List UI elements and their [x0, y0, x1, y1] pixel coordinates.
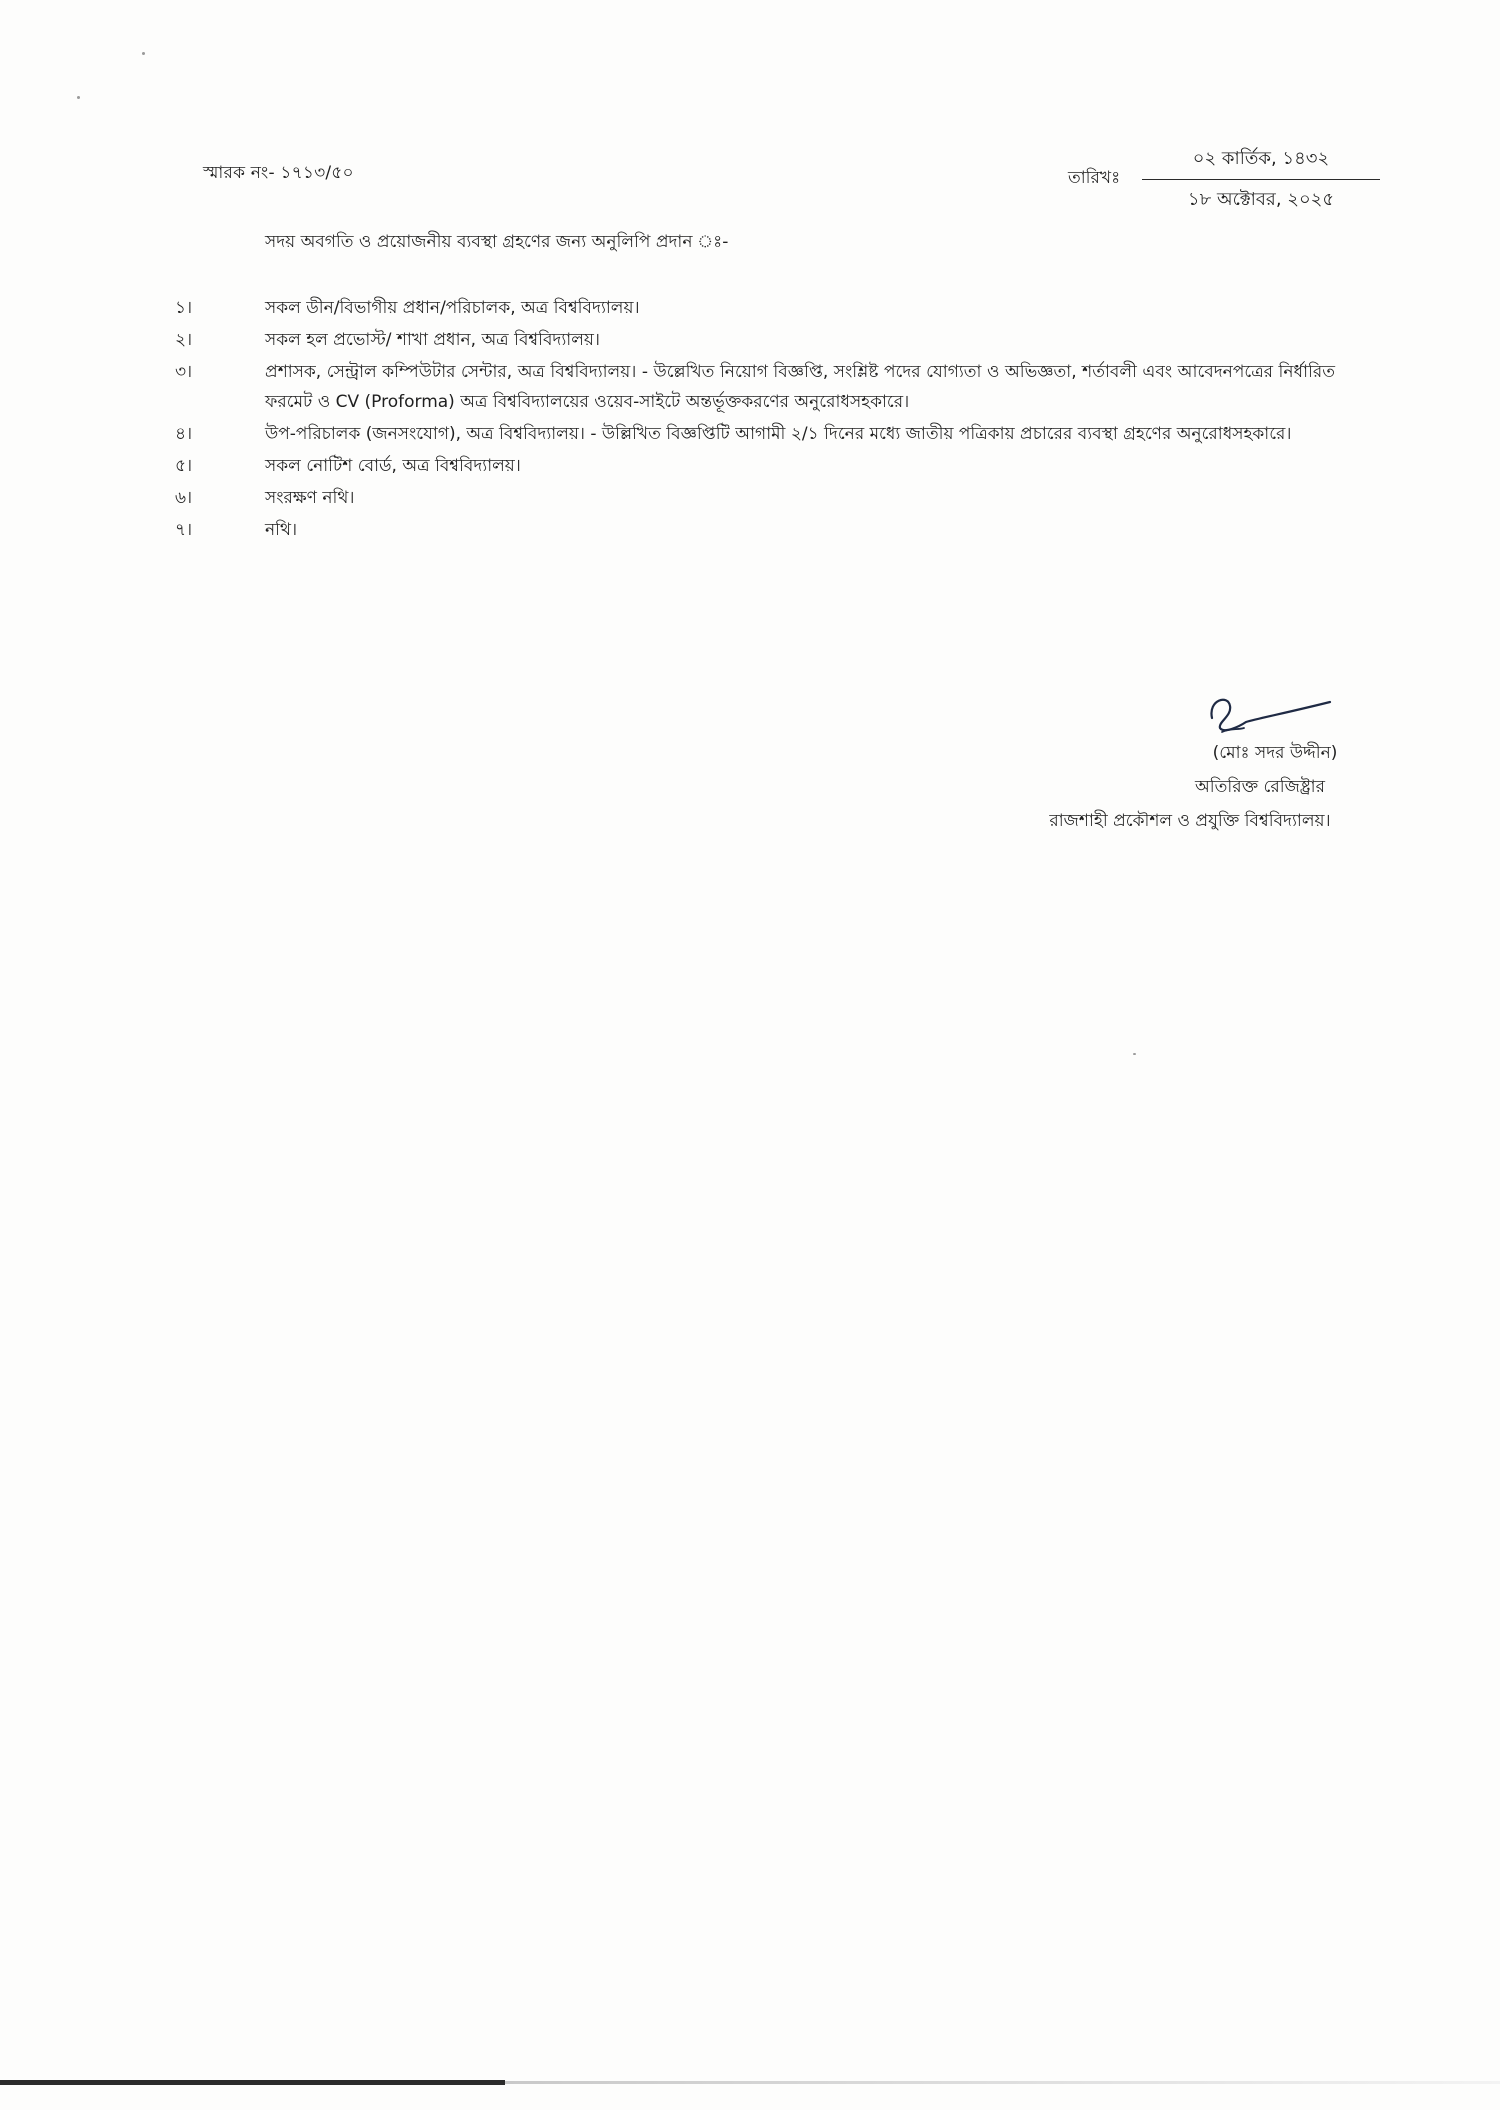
list-item-number: ৪।: [175, 424, 193, 444]
scan-speck: [142, 52, 145, 55]
list-item-text: নথি।: [265, 520, 298, 540]
list-item-number: ৫।: [175, 456, 193, 476]
scan-speck: [77, 96, 80, 99]
scan-edge-line: [0, 2080, 505, 2085]
list-item: [175, 451, 1335, 481]
signatory-name: (মোঃ সদর উদ্দীন): [1212, 743, 1338, 763]
date-label: তারিখঃ: [1068, 168, 1121, 188]
signatory-title: অতিরিক্ত রেজিষ্ট্রার: [1195, 777, 1325, 797]
signatory-details: [1000, 736, 1380, 838]
list-item-number: ৭।: [175, 520, 193, 540]
list-item-text: প্রশাসক, সেন্ট্রাল কম্পিউটার সেন্টার, অত্র বিশ্ববিদ্যালয়। - উল্লেখিত নিয়োগ বিজ্ঞপ্তি, সংশ্লিষ্ট পদের যোগ্যতা ও অভিজ্ঞতা, শর্তাবলী এবং আবেদনপত্রের নির্ধারিত ফরমেট ও CV (Proforma) অত্র বিশ্ববিদ্যালয়ের ওয়েব-সাইটে অন্তর্ভূক্তকরণের অনুরোধসহকারে।: [265, 362, 1335, 412]
date-gregorian: ১৮ অক্টোবর, ২০২৫: [1187, 189, 1335, 210]
list-item: [175, 293, 1335, 323]
signatory-organization: রাজশাহী প্রকৌশল ও প্রযুক্তি বিশ্ববিদ্যালয়।: [1049, 811, 1331, 831]
list-item-text: সকল ডীন/বিভাগীয় প্রধান/পরিচালক, অত্র বিশ্ববিদ্যালয়।: [265, 298, 640, 318]
distribution-list: [175, 293, 1335, 547]
list-item: [175, 357, 1335, 417]
list-item-text: উপ-পরিচালক (জনসংযোগ), অত্র বিশ্ববিদ্যালয়। - উল্লিখিত বিজ্ঞপ্তিটি আগামী ২/১ দিনের মধ্যে জাতীয় পত্রিকায় প্রচারের ব্যবস্থা গ্রহণের অনুরোধসহকারে।: [265, 424, 1292, 444]
list-item: [175, 483, 1335, 513]
date-bangla: ০২ কার্তিক, ১৪৩২: [1142, 144, 1380, 180]
list-item-number: ১।: [175, 298, 193, 318]
list-item-text: সংরক্ষণ নথি।: [265, 488, 355, 508]
list-item-number: ৩।: [175, 362, 193, 382]
list-item-text: সকল হল প্রভোস্ট/ শাখা প্রধান, অত্র বিশ্ববিদ্যালয়।: [265, 330, 600, 350]
list-item: [175, 419, 1335, 449]
date-block: [1142, 144, 1380, 216]
memo-number: স্মারক নং- ১৭১৩/৫০: [203, 163, 354, 183]
scan-speck: [1133, 1053, 1136, 1055]
list-item-text: সকল নোটিশ বোর্ড, অত্র বিশ্ববিদ্যালয়।: [265, 456, 521, 476]
scan-edge-fade: [505, 2081, 1500, 2084]
signature-block: [1000, 688, 1400, 838]
list-item-number: ৬।: [175, 488, 193, 508]
list-item: [175, 515, 1335, 545]
distribution-intro: সদয় অবগতি ও প্রয়োজনীয় ব্যবস্থা গ্রহণের জন্য অনুলিপি প্রদান ঃ-: [265, 232, 729, 252]
list-item: [175, 325, 1335, 355]
list-item-number: ২।: [175, 330, 193, 350]
